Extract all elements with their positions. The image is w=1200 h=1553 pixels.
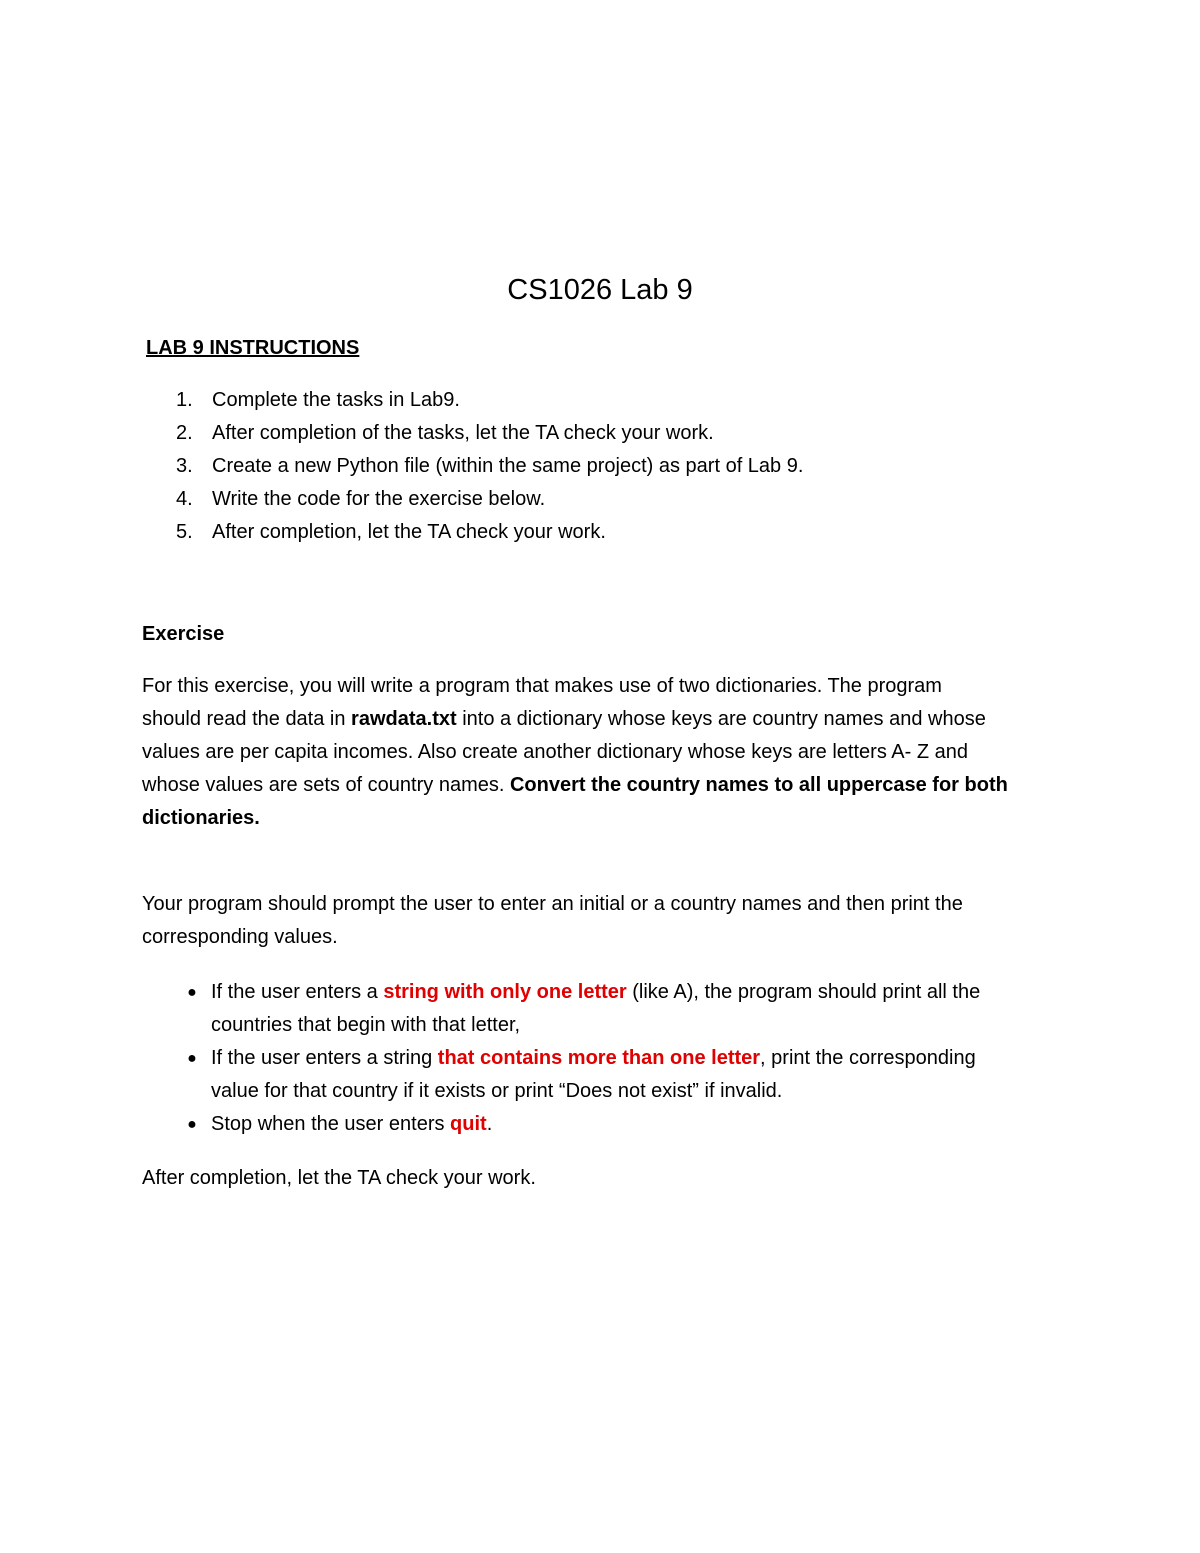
highlight-text: string with only one letter [383,981,627,1003]
list-number: 3. [176,455,193,477]
text-span: into a dictionary whose keys are country names and whose [456,708,986,730]
list-item [186,1042,980,1108]
text-line [142,703,1062,736]
instructions-list [176,384,803,549]
text-span: (like A), the program should print all the [626,981,981,1003]
list-item [186,1108,980,1141]
text-span: If the user enters a [211,981,384,1003]
text-line [142,769,1062,802]
list-item [176,417,803,450]
requirements-list [186,976,980,1141]
bullet-icon: ● [187,1050,197,1067]
exercise-heading: Exercise [142,623,225,645]
list-number: 5. [176,521,193,543]
page-title: CS1026 Lab 9 [507,274,693,306]
exercise-description [142,670,1062,835]
prompt-description [142,888,1062,954]
list-number: 4. [176,488,193,510]
list-item [176,450,803,483]
list-text: Complete the tasks in Lab9. [212,389,460,411]
text-span: . [486,1113,493,1135]
text-span: countries that begin with that letter, [211,1014,521,1036]
text-span: If the user enters a string [211,1047,438,1069]
list-item [176,384,803,417]
text-span: values are per capita incomes. Also create another dictionary whose keys are letters A- Z and [142,741,968,763]
list-item [176,483,803,516]
text-span: whose values are sets of country names. [142,774,510,796]
list-text: Write the code for the exercise below. [212,488,546,510]
closing-text [142,1162,1062,1195]
list-item [186,976,980,1042]
filename-bold: rawdata.txt [351,708,457,730]
list-number: 2. [176,422,193,444]
text-span: , print the corresponding [760,1047,976,1069]
text-span: For this exercise, you will write a program that makes use of two dictionaries. The program [142,675,942,697]
list-text: After completion, let the TA check your work. [212,521,606,543]
list-text: After completion of the tasks, let the TA check your work. [212,422,714,444]
highlight-text: quit [450,1113,487,1135]
list-item [176,516,803,549]
text-span: corresponding values. [142,926,338,948]
highlight-text: that contains more than one letter [437,1047,761,1069]
text-line [142,670,1062,703]
text-line [142,736,1062,769]
list-number: 1. [176,389,193,411]
bullet-icon: ● [187,984,197,1001]
text-span: should read the data in [142,708,352,730]
emphasis-bold: dictionaries. [142,807,260,829]
text-line: After completion, let the TA check your work. [142,1167,536,1189]
text-line [142,921,1062,954]
instructions-heading: LAB 9 INSTRUCTIONS [146,337,360,359]
text-span: Stop when the user enters [211,1113,451,1135]
list-text: Create a new Python file (within the same project) as part of Lab 9. [212,455,804,477]
text-line [142,888,1062,921]
text-span: Your program should prompt the user to enter an initial or a country names and then print the [142,893,963,915]
text-span: value for that country if it exists or print “Does not exist” if invalid. [211,1080,783,1102]
bullet-icon: ● [187,1116,197,1133]
emphasis-bold: Convert the country names to all uppercase for both [509,774,1008,796]
text-line [142,802,1062,835]
